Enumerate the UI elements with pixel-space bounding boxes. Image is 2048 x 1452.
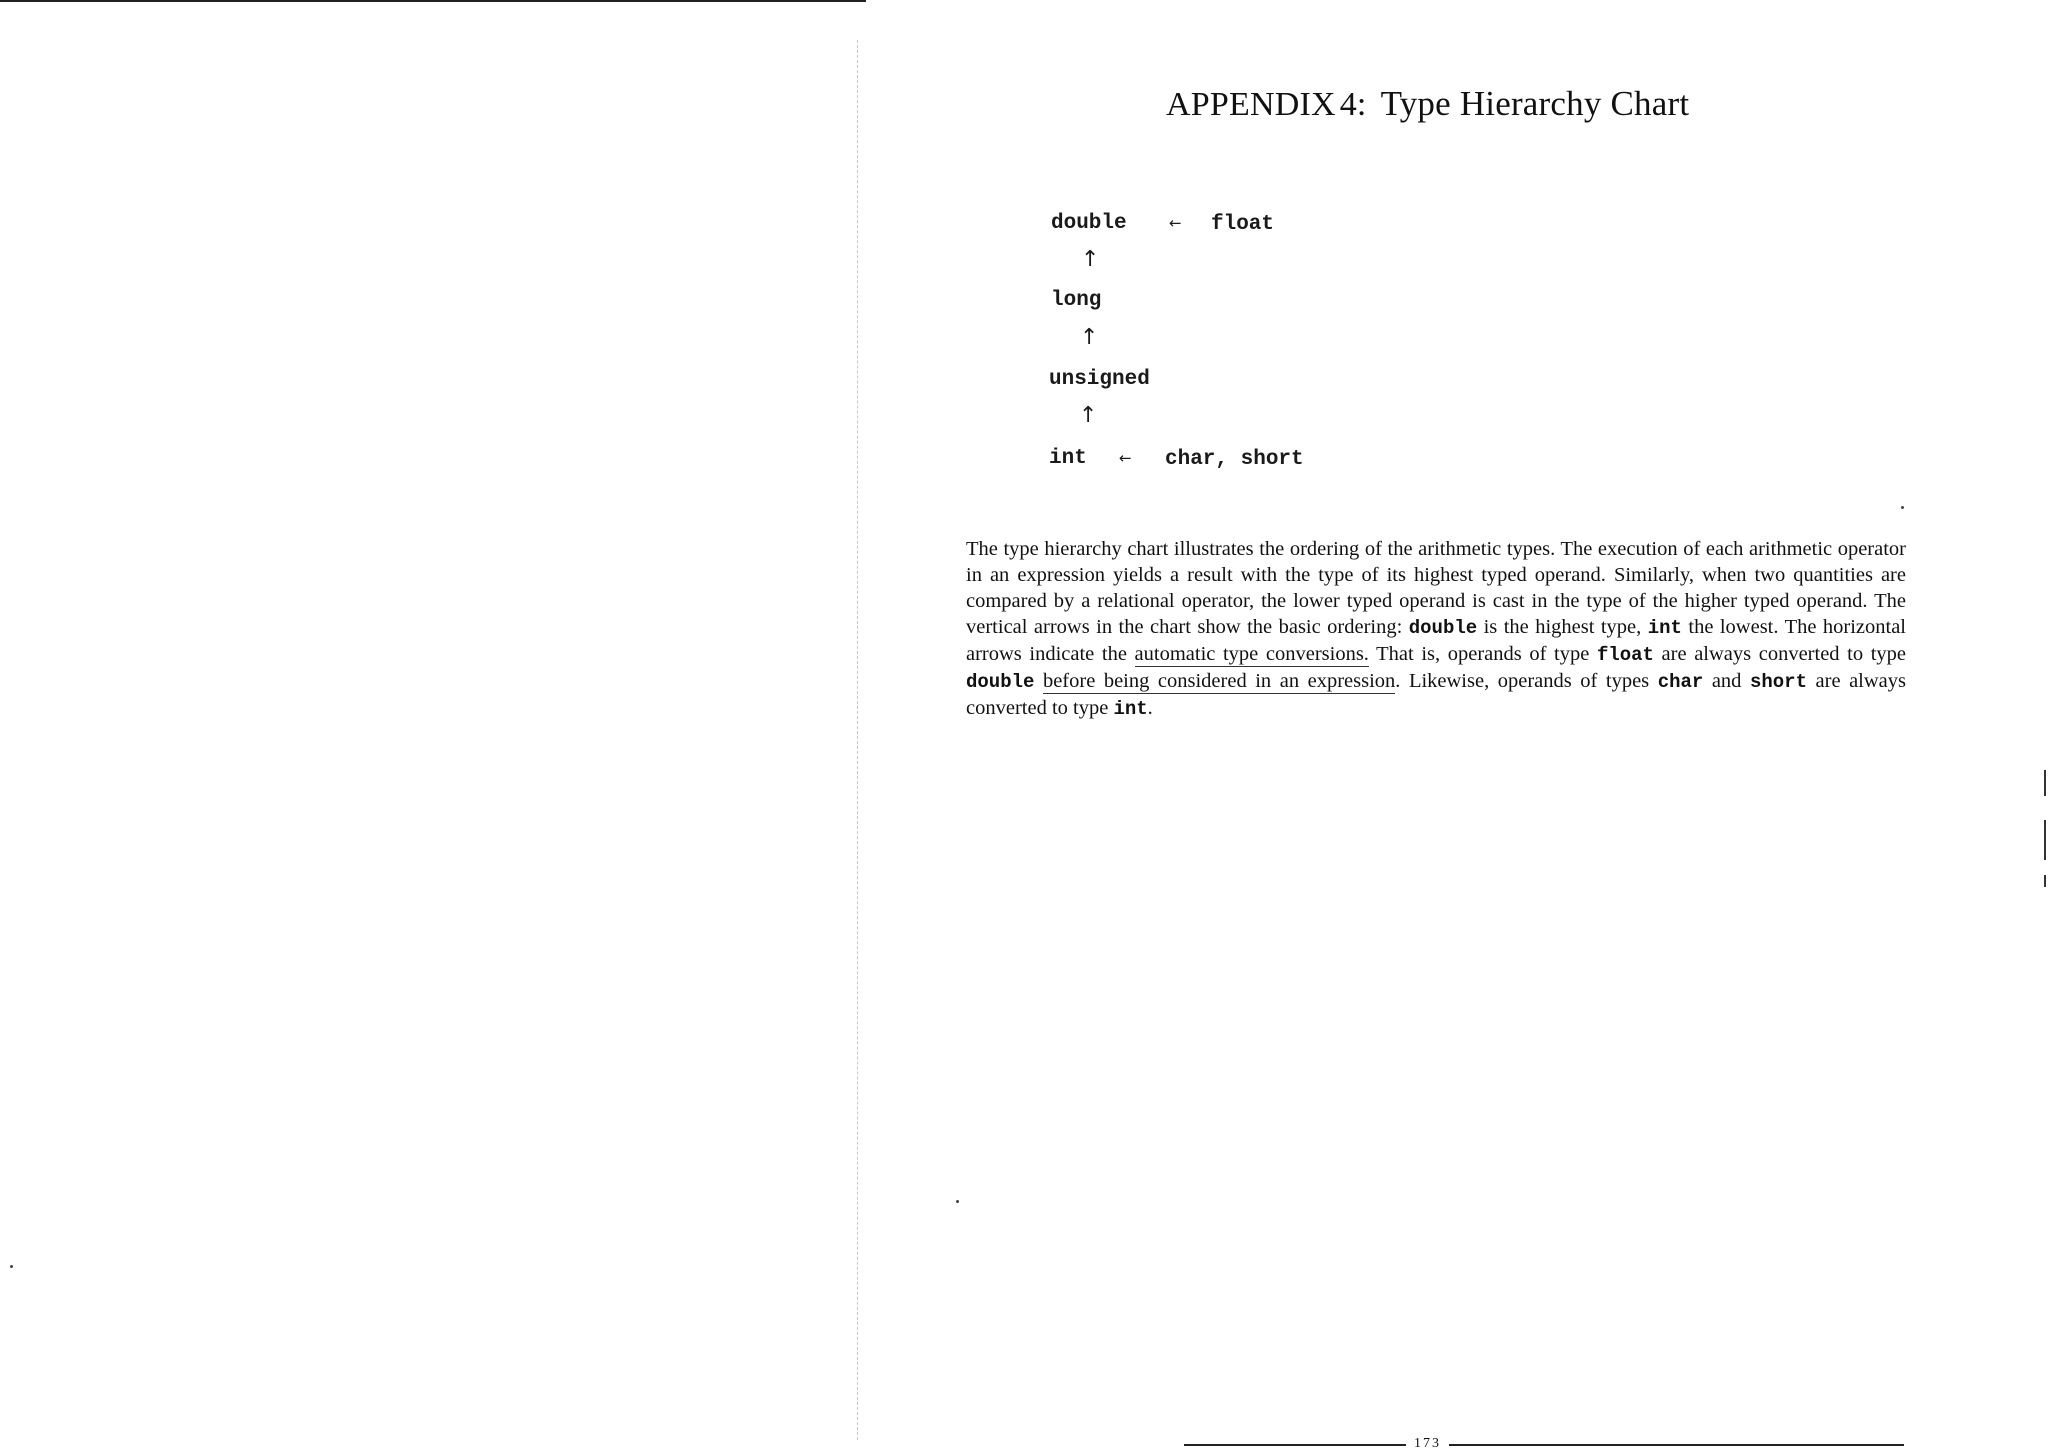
scan-edge-mark (2044, 770, 2046, 796)
up-arrow-icon: ↑ (1079, 403, 1098, 428)
paragraph-text: is the highest type, (1477, 616, 1648, 638)
paragraph-text: are always converted to type (1653, 643, 1906, 665)
scan-speck (956, 1200, 959, 1203)
up-arrow-icon: ↑ (1081, 247, 1100, 272)
scan-speck (10, 1265, 13, 1268)
paragraph-text: That is, operands of type (1368, 643, 1597, 665)
left-arrow-icon: ← (1169, 214, 1182, 232)
page-number: 173 (1406, 1436, 1449, 1452)
left-page-blank (0, 0, 866, 1449)
body-paragraph (966, 536, 1906, 722)
type-double: double (1051, 212, 1127, 235)
code-double: double (966, 671, 1035, 693)
paragraph-text: . Likewise, operands of types (1395, 670, 1658, 692)
left-page-top-edge (0, 0, 866, 2)
appendix-number: 4: (1339, 86, 1367, 123)
underlined-phrase: before being considered in an expression (1042, 670, 1396, 692)
appendix-title: Type Hierarchy Chart (1380, 84, 1690, 123)
paragraph-text: and (1703, 670, 1750, 692)
code-short: short (1749, 671, 1807, 693)
paragraph-text: are always converted to type (966, 670, 1906, 719)
code-int: int (1113, 698, 1148, 720)
type-unsigned: unsigned (1049, 368, 1150, 391)
left-arrow-icon: ← (1119, 449, 1132, 467)
scan-speck (1901, 506, 1904, 509)
page-gutter (857, 40, 858, 1440)
code-double: double (1408, 617, 1478, 639)
up-arrow-icon: ↑ (1080, 325, 1099, 350)
paragraph-text: the lowest. The horizontal arrows indicate the (966, 616, 1906, 665)
scan-edge-mark (2044, 820, 2046, 860)
scan-edge-mark (2044, 875, 2046, 887)
code-float: float (1596, 644, 1654, 666)
paragraph-text (1034, 670, 1043, 692)
type-char-short: char, short (1165, 448, 1304, 471)
type-hierarchy-chart (866, 0, 2048, 500)
page-footer-rule (1184, 1444, 1904, 1446)
type-float: float (1211, 213, 1275, 236)
type-long: long (1051, 289, 1102, 312)
paragraph-text: The type hierarchy chart illustrates the ordering of the arithmetic types. The execution of each arithmetic operator in an expression yields a result with the type of its highest typed operand. Similarly, when two quantities are compared by a relational operator, the lower typed operand is cast in the type of the higher typed operand. The vertical arrows in the chart show the basic ordering: (966, 538, 1906, 638)
code-int: int (1647, 617, 1682, 639)
appendix-prefix: APPENDIX (1166, 86, 1336, 123)
underlined-phrase: automatic type conversions. (1134, 643, 1369, 665)
type-int: int (1049, 447, 1087, 470)
code-char: char (1657, 671, 1704, 693)
paragraph-text: . (1147, 697, 1153, 719)
right-page (866, 0, 2048, 1449)
